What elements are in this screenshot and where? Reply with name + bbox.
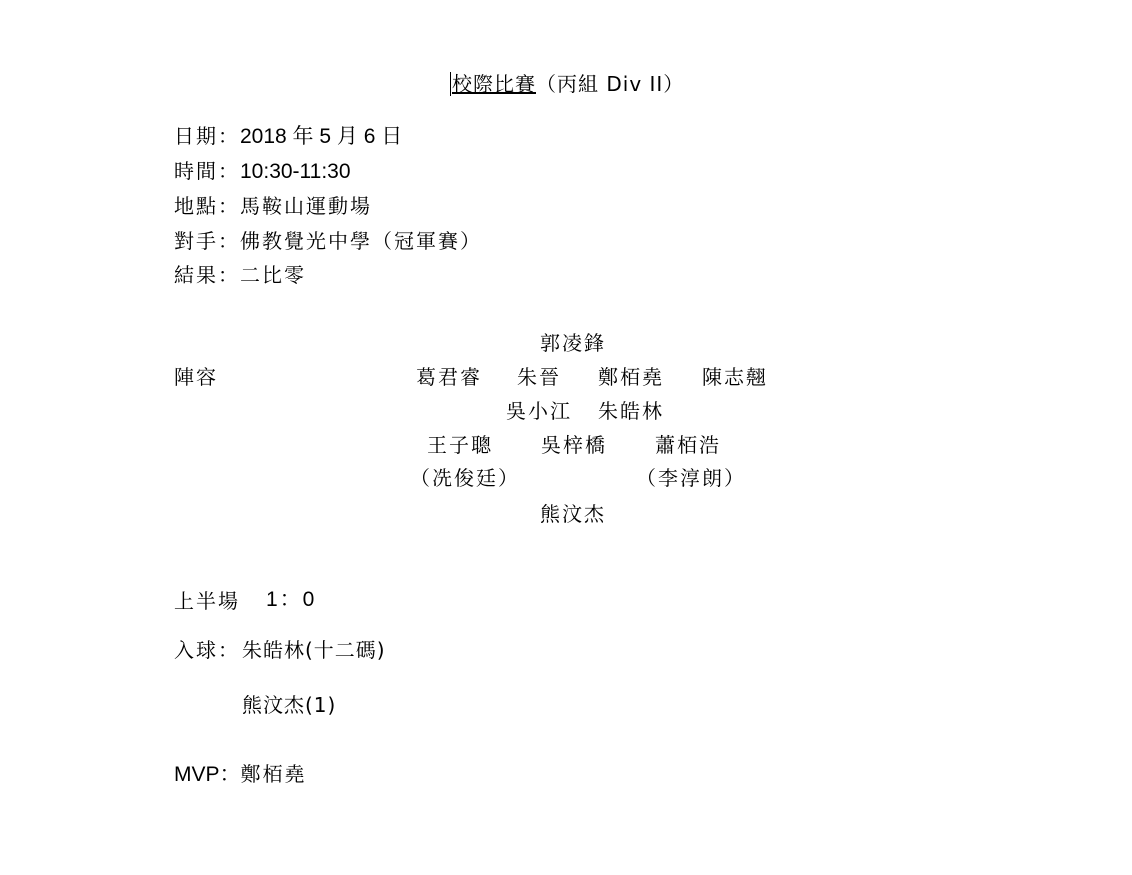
lineup-player: 王子聰 (427, 433, 493, 457)
lineup-player: 朱晉 (517, 365, 561, 389)
mvp-row (174, 762, 307, 787)
title-sub: （丙組 Div II） (536, 72, 685, 96)
goal-scorer: 朱皓林(十二碼) (242, 638, 386, 662)
result-label: 結果： (174, 263, 240, 287)
date-value: 2018 年 5 月 6 日 (240, 125, 403, 148)
venue-value: 馬鞍山運動場 (240, 194, 372, 218)
date-label: 日期： (174, 124, 240, 148)
lineup-player: 葛君睿 (416, 365, 482, 389)
document-title (450, 72, 684, 96)
time-row (174, 159, 351, 184)
result-value: 二比零 (240, 263, 306, 287)
lineup-player: 吳小江 (506, 399, 572, 423)
mvp-label: MVP： (174, 763, 241, 786)
date-row (174, 124, 402, 149)
result-row (174, 263, 306, 287)
opponent-value: 佛教覺光中學（冠軍賽） (240, 229, 482, 253)
mvp-value: 鄭栢堯 (240, 762, 307, 786)
lineup-player: 陳志翹 (702, 365, 768, 389)
first-half-score: 1：0 (266, 588, 317, 611)
goals-label: 入球： (174, 638, 240, 662)
lineup-substitute: （冼俊廷） (410, 466, 520, 490)
lineup-player: 鄭栢堯 (598, 365, 664, 389)
goal-scorer: 熊汶杰(1) (242, 693, 337, 717)
lineup-player: 蕭栢浩 (655, 433, 721, 457)
first-half-label: 上半場 (174, 589, 240, 613)
lineup-substitute: （李淳朗） (636, 466, 746, 490)
lineup-player: 郭凌鋒 (540, 331, 606, 355)
opponent-row (174, 229, 482, 253)
time-value: 10:30-11:30 (240, 160, 351, 183)
lineup-player: 吳梓橋 (541, 433, 607, 457)
venue-row (174, 194, 372, 218)
time-label: 時間： (174, 159, 240, 183)
title-main: 校際比賽 (452, 72, 536, 96)
lineup-player: 朱皓林 (598, 399, 664, 423)
opponent-label: 對手： (174, 229, 240, 253)
venue-label: 地點： (174, 194, 240, 218)
lineup-label: 陣容 (174, 365, 218, 389)
lineup-goalkeeper: 熊汶杰 (540, 502, 606, 526)
